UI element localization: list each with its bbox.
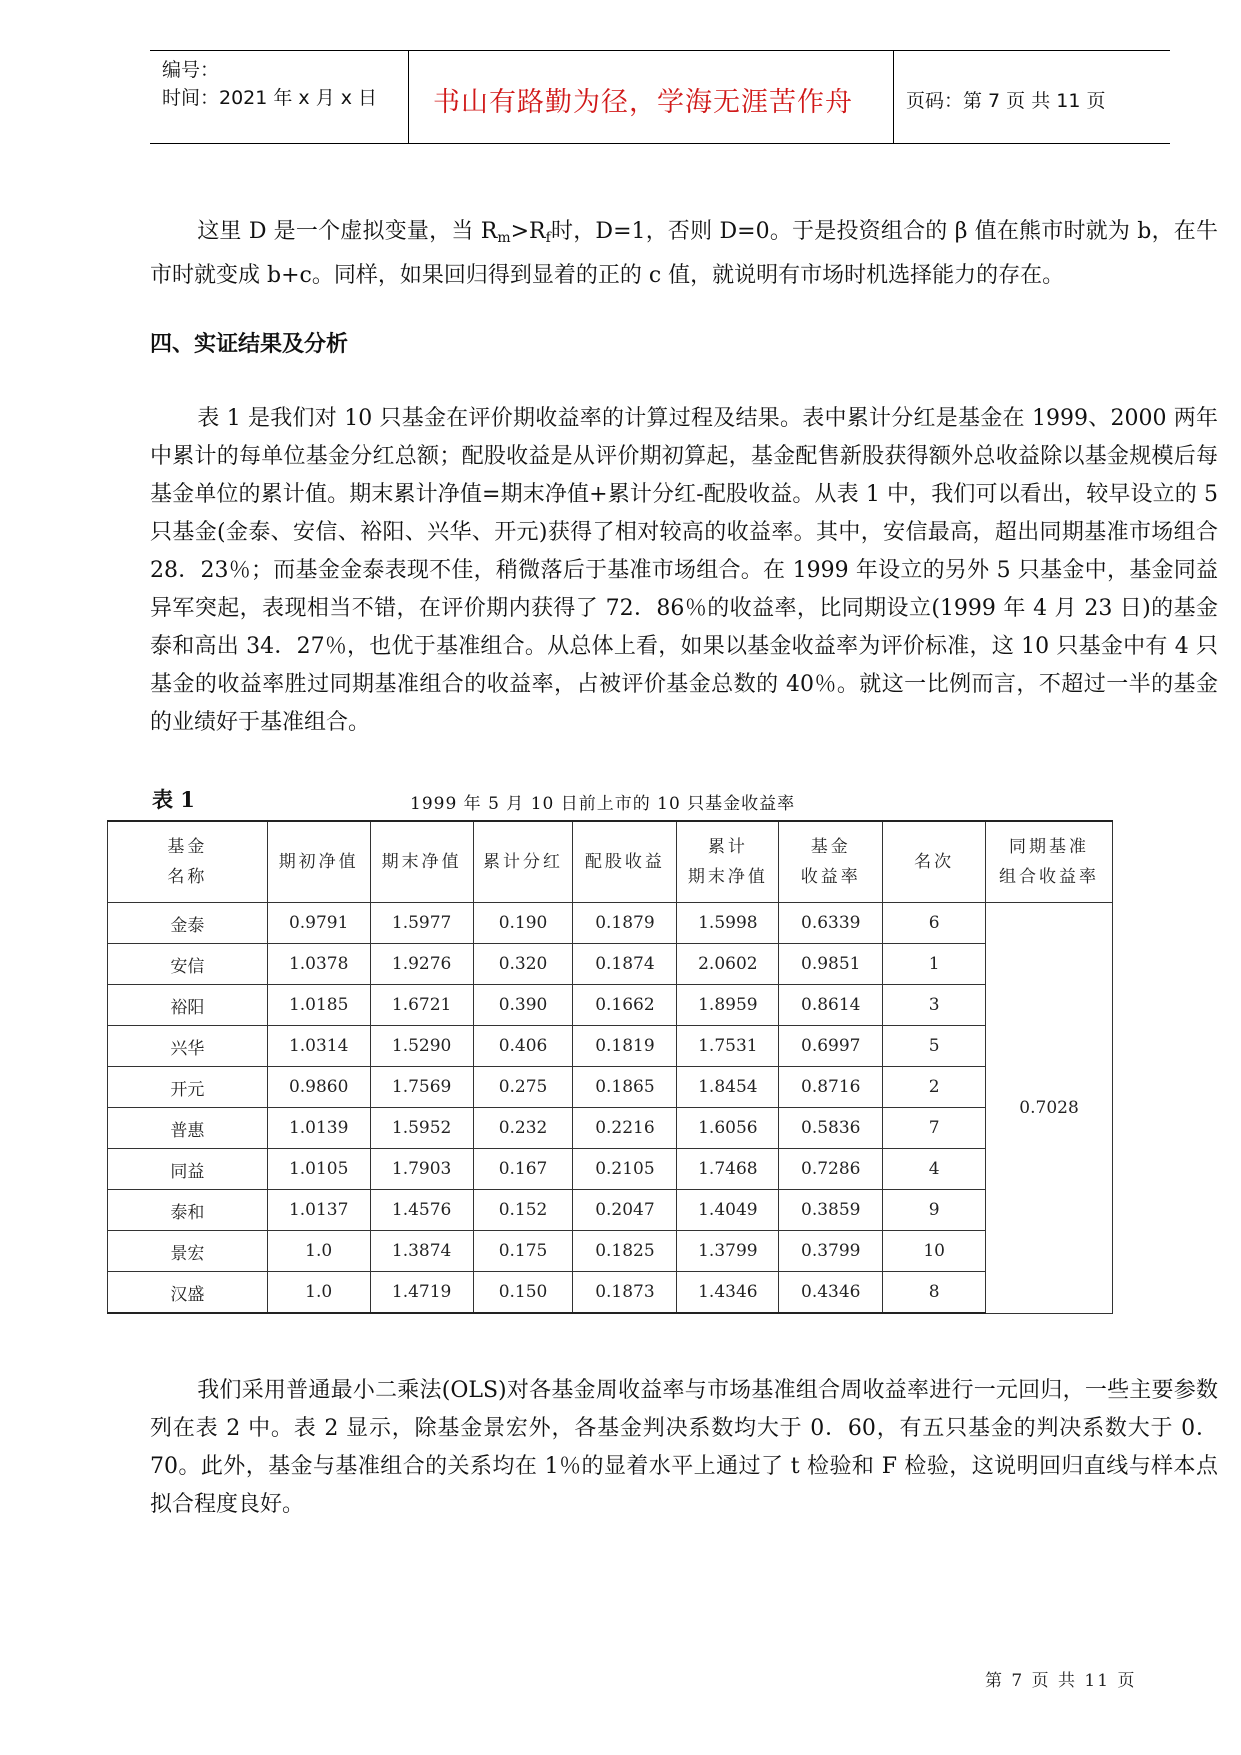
table-row: [108, 944, 1113, 985]
table-cell: 6: [883, 903, 986, 944]
table-cell: 0.175: [473, 1231, 573, 1272]
table-cell: 0.320: [473, 944, 573, 985]
table-cell: 1.9276: [370, 944, 473, 985]
table-cell: 0.2216: [573, 1108, 677, 1149]
table-cell: 5: [883, 1026, 986, 1067]
header-divider-left: [408, 50, 409, 143]
table-cell: 0.2047: [573, 1190, 677, 1231]
table-header-text: 基金: [167, 837, 208, 857]
table-cell: 1: [883, 944, 986, 985]
table-cell: 1.0378: [267, 944, 370, 985]
table-cell: 1.4576: [370, 1190, 473, 1231]
table-header-cell: [108, 821, 268, 903]
table-cell: 1.3799: [677, 1231, 779, 1272]
header-time-label: 时间：2021 年 x 月 x 日: [162, 87, 378, 109]
table-cell: 0.3799: [779, 1231, 883, 1272]
table-header-text: 同期基准: [1009, 837, 1090, 857]
paragraph-results: [150, 400, 1218, 742]
fund-name-cell: 金泰: [108, 903, 268, 944]
table-header-text: 期末净值: [687, 867, 768, 887]
table-header-cell: [779, 821, 883, 903]
table-header-text: 配股收益: [584, 852, 665, 872]
para1-text-c: 时，D=1，否则 D=0。于是投资组合的 β 值在熊市时就为 b，在牛市时就变成 b+c。同样，如果回归得到显着的正的 c 值，就说明有市场时机选择能力的存在。: [150, 219, 1218, 288]
table-cell: 0.7286: [779, 1149, 883, 1190]
header-divider-right: [893, 50, 894, 143]
header-top-rule: [150, 50, 1170, 51]
section-heading: 四、实证结果及分析: [150, 332, 349, 357]
table-cell: 1.0: [267, 1231, 370, 1272]
table-cell: 1.4719: [370, 1272, 473, 1314]
table-cell: 1.6721: [370, 985, 473, 1026]
table-cell: 0.406: [473, 1026, 573, 1067]
table-cell: 0.3859: [779, 1190, 883, 1231]
table-header-cell: [370, 821, 473, 903]
table-cell: 0.1865: [573, 1067, 677, 1108]
paragraph-regression: [150, 1372, 1218, 1524]
table-cell: 1.4049: [677, 1190, 779, 1231]
table-cell: 1.0105: [267, 1149, 370, 1190]
para2-text: 表 1 是我们对 10 只基金在评价期收益率的计算过程及结果。表中累计分红是基金在 1999、2000 两年中累计的每单位基金分红总额；配股收益是从评价期初算起，基金配售新股获得额外总收益除以基金规模后每基金单位的累计值。期末累计净值=期末净值+累计分红-配股收益。从表 1 中，我们可以看出，较早设立的 5 只基金(金泰、安信、裕阳、兴华、开元)获得了相对较高的收益率。其中，安信最高，超出同期基准市场组合 28．23％；而基金金泰表现不佳，稍微落后于基准市场组合。在 1999 年设立的另外 5 只基金中，基金同益异军突起，表现相当不错，在评价期内获得了 72．86％的收益率，比同期设立(1999 年 4 月 23 日)的基金泰和高出 34．27％，也优于基准组合。从总体上看，如果以基金收益率为评价标准，这 10 只基金中有 4 只基金的收益率胜过同期基准组合的收益率，占被评价基金总数的 40％。就这一比例而言，不超过一半的基金的业绩好于基准组合。: [150, 406, 1218, 735]
table-label: 表 1: [152, 787, 195, 812]
table-cell: 0.1873: [573, 1272, 677, 1314]
table-header-text: 名次: [914, 852, 955, 872]
table-cell: 1.0185: [267, 985, 370, 1026]
table-header-text: 名称: [167, 867, 208, 887]
table-cell: 1.3874: [370, 1231, 473, 1272]
fund-name-cell: 景宏: [108, 1231, 268, 1272]
table-cell: 0.6997: [779, 1026, 883, 1067]
table-cell: 1.7531: [677, 1026, 779, 1067]
table-header-cell: [883, 821, 986, 903]
table-cell: 2: [883, 1067, 986, 1108]
para1-text-a: 这里 D 是一个虚拟变量，当 R: [197, 219, 498, 244]
table-cell: 2.0602: [677, 944, 779, 985]
table-cell: 0.9791: [267, 903, 370, 944]
fund-name-cell: 汉盛: [108, 1272, 268, 1314]
table-header-cell: [267, 821, 370, 903]
table-header-text: 累计分红: [483, 852, 564, 872]
table-header-text: 累计: [707, 837, 748, 857]
fund-returns-table: [107, 820, 1113, 1314]
table-cell: 0.232: [473, 1108, 573, 1149]
para3-text: 我们采用普通最小二乘法(OLS)对各基金周收益率与市场基准组合周收益率进行一元回归，一些主要参数列在表 2 中。表 2 显示，除基金景宏外，各基金判决系数均大于 0．60，有五只基金的判决系数大于 0．70。此外，基金与基准组合的关系均在 1％的显着水平上通过了 t 检验和 F 检验，这说明回归直线与样本点拟合程度良好。: [150, 1378, 1218, 1517]
table-header-text: 期末净值: [381, 852, 462, 872]
table-header-cell: [677, 821, 779, 903]
table-header-text: 期初净值: [278, 852, 359, 872]
table-cell: 1.5290: [370, 1026, 473, 1067]
fund-name-cell: 裕阳: [108, 985, 268, 1026]
fund-name-cell: 同益: [108, 1149, 268, 1190]
benchmark-return-cell: 0.7028: [986, 903, 1113, 1314]
subscript-f: f: [545, 230, 551, 246]
page-footer: 第 7 页 共 11 页: [985, 1671, 1137, 1691]
table-row: [108, 1231, 1113, 1272]
table-row: [108, 1026, 1113, 1067]
header-page-label: 页码：第 7 页 共 11 页: [906, 90, 1106, 112]
table-cell: 1.0: [267, 1272, 370, 1314]
table-cell: 0.390: [473, 985, 573, 1026]
fund-name-cell: 开元: [108, 1067, 268, 1108]
table-cell: 0.167: [473, 1149, 573, 1190]
subscript-m: m: [497, 230, 511, 246]
table-cell: 7: [883, 1108, 986, 1149]
table-cell: 1.4346: [677, 1272, 779, 1314]
table-cell: 1.6056: [677, 1108, 779, 1149]
table-cell: 0.1879: [573, 903, 677, 944]
table-header-cell: [573, 821, 677, 903]
table-cell: 0.1819: [573, 1026, 677, 1067]
table-row: [108, 903, 1113, 944]
table-cell: 3: [883, 985, 986, 1026]
table-cell: 8: [883, 1272, 986, 1314]
table-cell: 1.7468: [677, 1149, 779, 1190]
table-row: [108, 1149, 1113, 1190]
table-body: [108, 903, 1113, 1314]
table-title: 1999 年 5 月 10 日前上市的 10 只基金收益率: [410, 794, 796, 814]
table-cell: 0.6339: [779, 903, 883, 944]
paragraph-dummy-variable: [150, 213, 1218, 295]
table-cell: 0.152: [473, 1190, 573, 1231]
table-cell: 1.0314: [267, 1026, 370, 1067]
table-row: [108, 1067, 1113, 1108]
header-bottom-rule: [150, 143, 1170, 144]
table-cell: 1.0139: [267, 1108, 370, 1149]
table-row: [108, 1272, 1113, 1314]
table-cell: 0.150: [473, 1272, 573, 1314]
para1-text-b: >R: [510, 219, 546, 244]
table-cell: 0.1874: [573, 944, 677, 985]
table-cell: 4: [883, 1149, 986, 1190]
fund-name-cell: 泰和: [108, 1190, 268, 1231]
table-header-text: 基金: [810, 837, 851, 857]
table-cell: 0.8716: [779, 1067, 883, 1108]
table-cell: 1.5977: [370, 903, 473, 944]
table-cell: 1.8454: [677, 1067, 779, 1108]
table-cell: 0.190: [473, 903, 573, 944]
table-header-row: [108, 821, 1113, 903]
table-cell: 1.0137: [267, 1190, 370, 1231]
table-cell: 0.2105: [573, 1149, 677, 1190]
table-cell: 1.7569: [370, 1067, 473, 1108]
table-cell: 0.5836: [779, 1108, 883, 1149]
table-header-cell: [986, 821, 1113, 903]
header-number-label: 编号：: [162, 59, 220, 81]
fund-name-cell: 普惠: [108, 1108, 268, 1149]
table-row: [108, 985, 1113, 1026]
table-cell: 0.8614: [779, 985, 883, 1026]
table-header-text: 收益率: [800, 867, 861, 887]
table-cell: 1.5998: [677, 903, 779, 944]
table-cell: 9: [883, 1190, 986, 1231]
table-header-cell: [473, 821, 573, 903]
table-cell: 1.8959: [677, 985, 779, 1026]
table-cell: 1.7903: [370, 1149, 473, 1190]
fund-name-cell: 兴华: [108, 1026, 268, 1067]
table-cell: 0.1825: [573, 1231, 677, 1272]
table-cell: 0.1662: [573, 985, 677, 1026]
table-cell: 1.5952: [370, 1108, 473, 1149]
table-cell: 0.9860: [267, 1067, 370, 1108]
header-motto: 书山有路勤为径，学海无涯苦作舟: [433, 87, 853, 118]
fund-name-cell: 安信: [108, 944, 268, 985]
table-cell: 0.275: [473, 1067, 573, 1108]
table-cell: 0.4346: [779, 1272, 883, 1314]
table-row: [108, 1108, 1113, 1149]
table-cell: 10: [883, 1231, 986, 1272]
table-header-text: 组合收益率: [999, 867, 1100, 887]
table-row: [108, 1190, 1113, 1231]
table-cell: 0.9851: [779, 944, 883, 985]
